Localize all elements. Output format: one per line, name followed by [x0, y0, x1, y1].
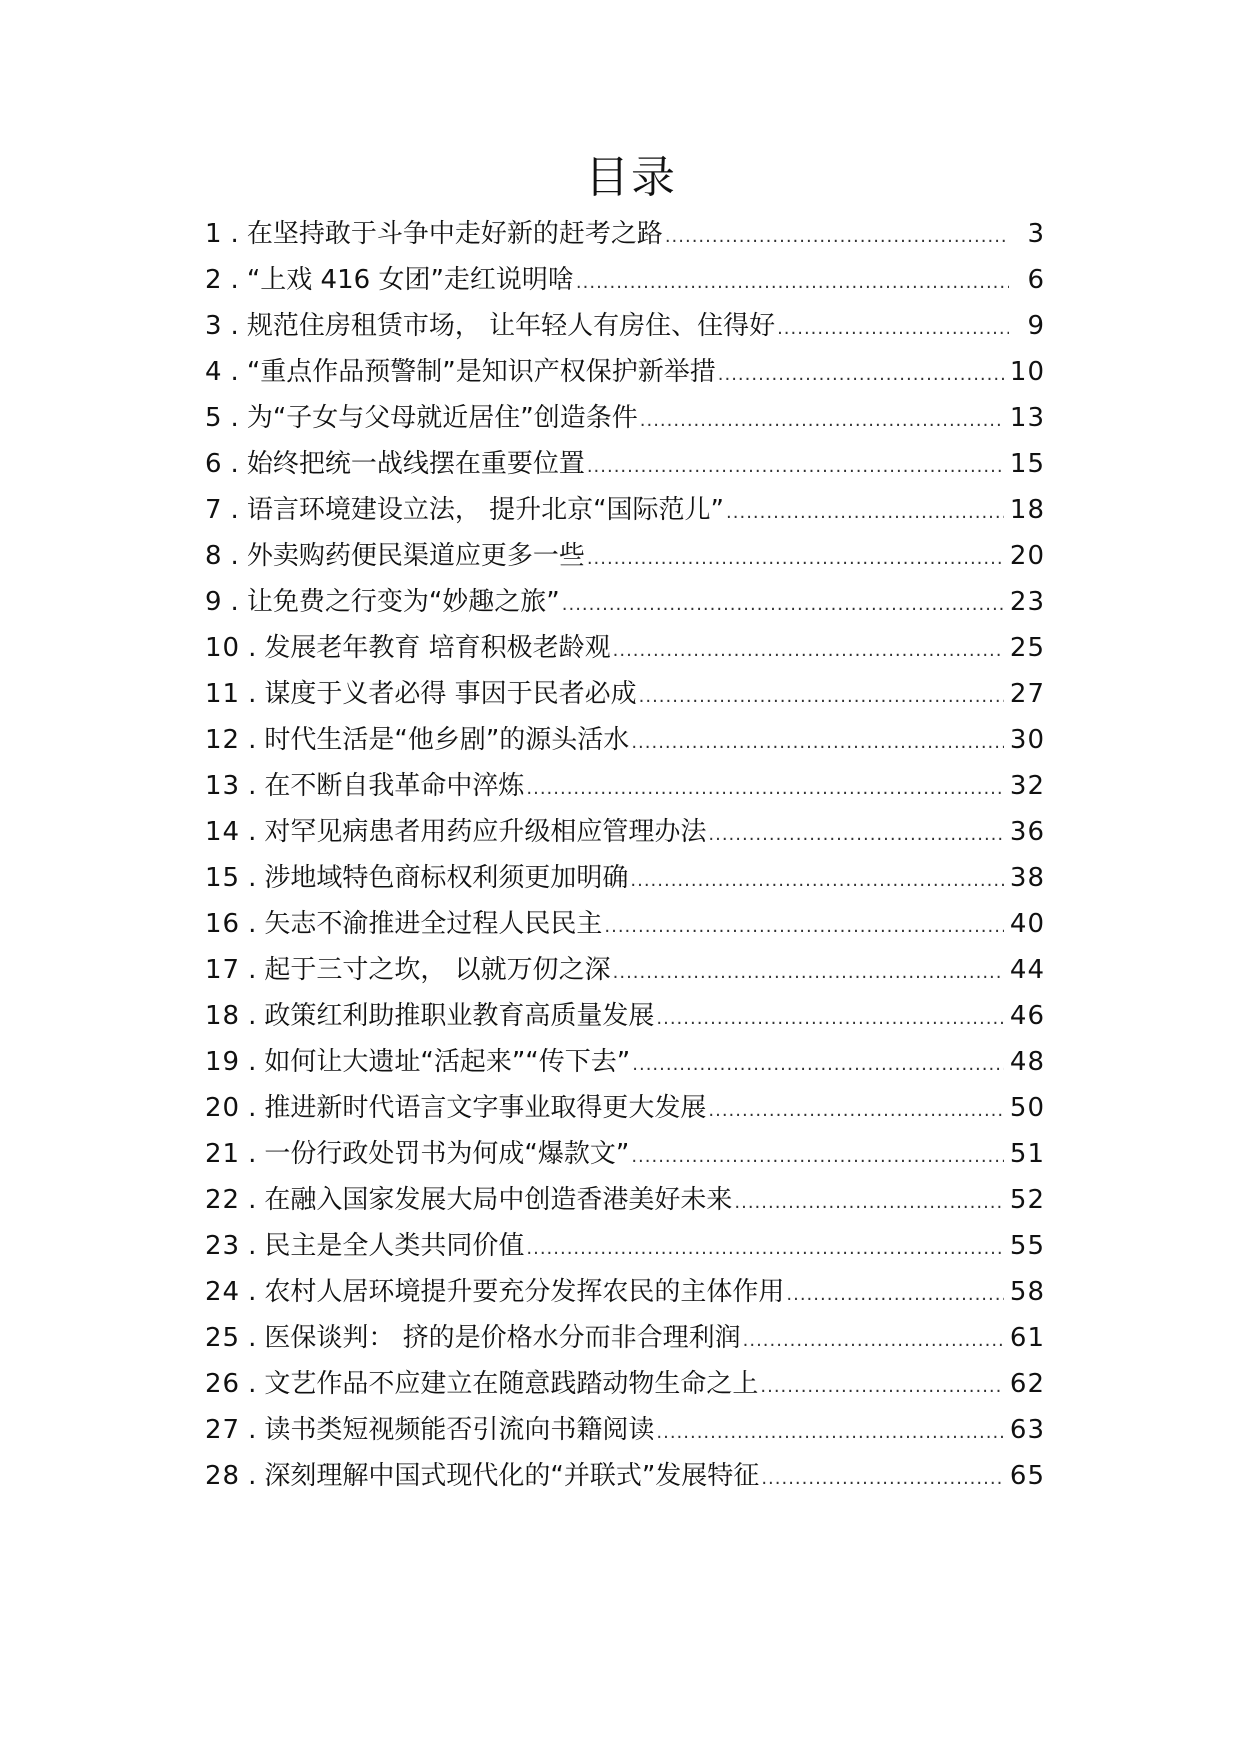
toc-entry-leader: [604, 904, 1004, 950]
toc-entry[interactable]: [205, 671, 1045, 717]
toc-entry-leader: [639, 674, 1004, 720]
toc-entry-separator: .: [230, 219, 239, 249]
toc-entry-leader: [665, 214, 1009, 260]
toc-entry-title: 矢志不渝推进全过程人民民主: [264, 909, 603, 939]
toc-entry-page: 44: [1009, 955, 1045, 985]
toc-entry-page: 9: [1027, 311, 1045, 341]
toc-entry-title: “重点作品预警制”是知识产权保护新举措: [246, 357, 716, 387]
toc-entry-title: 读书类短视频能否引流向书籍阅读: [264, 1415, 655, 1445]
toc-entry-page: 36: [1009, 817, 1045, 847]
toc-entry-leader: [760, 1364, 1004, 1410]
toc-entry-separator: .: [230, 403, 239, 433]
toc-entry-page: 61: [1009, 1323, 1045, 1353]
toc-entry-leader: [718, 352, 1004, 398]
toc-entry-separator: .: [248, 1415, 257, 1445]
toc-entry-number: 24: [205, 1277, 241, 1307]
toc-entry-number: 7: [205, 495, 223, 525]
toc-entry-title: 在坚持敢于斗争中走好新的赶考之路: [246, 219, 663, 249]
toc-entry[interactable]: [205, 1131, 1045, 1177]
toc-entry-page: 32: [1009, 771, 1045, 801]
toc-entry-number: 25: [205, 1323, 241, 1353]
toc-entry-page: 30: [1009, 725, 1045, 755]
toc-entry-leader: [708, 812, 1004, 858]
toc-entry-number: 15: [205, 863, 241, 893]
toc-entry-page: 48: [1009, 1047, 1045, 1077]
toc-entry-title: 规范住房租赁市场， 让年轻人有房住、住得好: [246, 311, 776, 341]
toc-entry-number: 26: [205, 1369, 241, 1399]
toc-entry-title: 谋度于义者必得 事因于民者必成: [264, 679, 637, 709]
toc-entry-separator: .: [230, 265, 239, 295]
toc-entry[interactable]: [205, 579, 1045, 625]
toc-entry-page: 18: [1009, 495, 1045, 525]
toc-entry-separator: .: [248, 633, 257, 663]
toc-entry[interactable]: [205, 855, 1045, 901]
toc-entry-page: 23: [1009, 587, 1045, 617]
toc-entry[interactable]: [205, 1177, 1045, 1223]
toc-entry-leader: [631, 720, 1004, 766]
toc-entry-number: 19: [205, 1047, 241, 1077]
toc-entry-separator: .: [230, 541, 239, 571]
toc-entry-separator: .: [230, 449, 239, 479]
toc-entry[interactable]: [205, 211, 1045, 257]
toc-entry[interactable]: [205, 1039, 1045, 1085]
toc-entry-number: 5: [205, 403, 223, 433]
toc-entry[interactable]: [205, 349, 1045, 395]
toc-entry[interactable]: [205, 257, 1045, 303]
toc-entry-page: 20: [1009, 541, 1045, 571]
toc-entry-title: 让免费之行变为“妙趣之旅”: [246, 587, 560, 617]
toc-entry-separator: .: [248, 1001, 257, 1031]
toc-entry-number: 4: [205, 357, 223, 387]
toc-entry[interactable]: [205, 993, 1045, 1039]
toc-entry-title: 推进新时代语言文字事业取得更大发展: [264, 1093, 707, 1123]
toc-entry-title: 语言环境建设立法， 提升北京“国际范儿”: [246, 495, 725, 525]
toc-entry[interactable]: [205, 395, 1045, 441]
toc-entry-separator: .: [230, 357, 239, 387]
toc-entry-page: 27: [1009, 679, 1045, 709]
toc-entry-leader: [656, 1410, 1004, 1456]
toc-entry-number: 1: [205, 219, 223, 249]
toc-entry-leader: [526, 1226, 1004, 1272]
toc-entry-title: 时代生活是“他乡剧”的源头活水: [264, 725, 630, 755]
toc-entry-number: 23: [205, 1231, 241, 1261]
toc-entry[interactable]: [205, 1223, 1045, 1269]
toc-entry-page: 13: [1009, 403, 1045, 433]
toc-entry-title: 如何让大遗址“活起来”“传下去”: [264, 1047, 631, 1077]
toc-entry[interactable]: [205, 763, 1045, 809]
toc-entry-page: 3: [1027, 219, 1045, 249]
toc-entry-title: 政策红利助推职业教育高质量发展: [264, 1001, 655, 1031]
toc-entry-page: 65: [1009, 1461, 1045, 1491]
toc-entry-number: 28: [205, 1461, 241, 1491]
toc-entry-page: 63: [1009, 1415, 1045, 1445]
toc-entry[interactable]: [205, 809, 1045, 855]
toc-entry-separator: .: [248, 1093, 257, 1123]
toc-entry-number: 22: [205, 1185, 241, 1215]
toc-entry-leader: [576, 260, 1009, 306]
toc-entry-number: 12: [205, 725, 241, 755]
toc-entry-title: 发展老年教育 培育积极老龄观: [264, 633, 611, 663]
toc-list: [205, 211, 1045, 1499]
toc-entry[interactable]: [205, 1085, 1045, 1131]
toc-entry-number: 14: [205, 817, 241, 847]
toc-entry-title: 始终把统一战线摆在重要位置: [246, 449, 585, 479]
toc-entry-number: 13: [205, 771, 241, 801]
toc-entry-number: 3: [205, 311, 223, 341]
toc-entry-separator: .: [248, 1139, 257, 1169]
toc-entry-page: 58: [1009, 1277, 1045, 1307]
toc-entry-leader: [777, 306, 1009, 352]
toc-entry-leader: [630, 858, 1004, 904]
toc-entry-leader: [587, 444, 1004, 490]
toc-entry-separator: .: [230, 495, 239, 525]
toc-entry-page: 40: [1009, 909, 1045, 939]
toc-entry-number: 2: [205, 265, 223, 295]
toc-entry-title: 起于三寸之坎， 以就万仞之深: [264, 955, 611, 985]
toc-entry-leader: [734, 1180, 1004, 1226]
toc-entry-title: 对罕见病患者用药应升级相应管理办法: [264, 817, 707, 847]
toc-entry-title: 深刻理解中国式现代化的“并联式”发展特征: [264, 1461, 760, 1491]
toc-entry-title: 为“子女与父母就近居住”创造条件: [246, 403, 638, 433]
toc-entry[interactable]: [205, 901, 1045, 947]
toc-entry-page: 6: [1027, 265, 1045, 295]
toc-entry-number: 10: [205, 633, 241, 663]
toc-entry-leader: [631, 1134, 1004, 1180]
toc-entry-number: 16: [205, 909, 241, 939]
toc-entry[interactable]: [205, 1315, 1045, 1361]
toc-entry-separator: .: [248, 1277, 257, 1307]
toc-entry-separator: .: [248, 771, 257, 801]
toc-entry[interactable]: [205, 1453, 1045, 1499]
toc-entry-separator: .: [248, 1185, 257, 1215]
toc-entry-title: 在不断自我革命中淬炼: [264, 771, 525, 801]
toc-entry-page: 55: [1009, 1231, 1045, 1261]
toc-entry-separator: .: [248, 817, 257, 847]
toc-entry-number: 17: [205, 955, 241, 985]
toc-entry[interactable]: [205, 1361, 1045, 1407]
toc-entry-number: 18: [205, 1001, 241, 1031]
toc-entry[interactable]: [205, 487, 1045, 533]
toc-entry-number: 20: [205, 1093, 241, 1123]
toc-entry-separator: .: [248, 679, 257, 709]
toc-entry-leader: [526, 766, 1004, 812]
toc-entry-title: 外卖购药便民渠道应更多一些: [246, 541, 585, 571]
toc-entry-title: 文艺作品不应建立在随意践踏动物生命之上: [264, 1369, 759, 1399]
toc-entry-separator: .: [248, 863, 257, 893]
toc-entry-page: 38: [1009, 863, 1045, 893]
toc-entry-leader: [656, 996, 1004, 1042]
toc-entry-title: 在融入国家发展大局中创造香港美好未来: [264, 1185, 733, 1215]
toc-entry-leader: [726, 490, 1004, 536]
toc-entry-leader: [786, 1272, 1004, 1318]
toc-entry-title: 医保谈判： 挤的是价格水分而非合理利润: [264, 1323, 741, 1353]
toc-entry-page: 62: [1009, 1369, 1045, 1399]
toc-entry-separator: .: [248, 955, 257, 985]
toc-entry[interactable]: [205, 625, 1045, 671]
toc-entry[interactable]: [205, 533, 1045, 579]
toc-entry-title: “上戏 416 女团”走红说明啥: [246, 265, 574, 295]
toc-entry-title: 民主是全人类共同价值: [264, 1231, 525, 1261]
toc-entry-separator: .: [230, 311, 239, 341]
toc-entry-separator: .: [248, 1461, 257, 1491]
toc-entry-page: 25: [1009, 633, 1045, 663]
toc-title: 目录: [585, 152, 677, 203]
toc-entry-separator: .: [248, 1047, 257, 1077]
toc-entry[interactable]: [205, 717, 1045, 763]
toc-entry[interactable]: [205, 947, 1045, 993]
toc-entry-separator: .: [248, 1369, 257, 1399]
toc-entry[interactable]: [205, 441, 1045, 487]
toc-entry-title: 一份行政处罚书为何成“爆款文”: [264, 1139, 630, 1169]
toc-entry-leader: [743, 1318, 1004, 1364]
toc-entry-number: 9: [205, 587, 223, 617]
toc-entry-leader: [613, 950, 1004, 996]
toc-entry-leader: [632, 1042, 1004, 1088]
toc-entry-number: 11: [205, 679, 241, 709]
toc-entry-separator: .: [248, 909, 257, 939]
toc-entry-separator: .: [248, 1323, 257, 1353]
toc-entry-title: 涉地域特色商标权利须更加明确: [264, 863, 629, 893]
toc-entry-leader: [587, 536, 1004, 582]
toc-entry-number: 6: [205, 449, 223, 479]
toc-entry-page: 10: [1009, 357, 1045, 387]
toc-entry[interactable]: [205, 1407, 1045, 1453]
toc-entry-leader: [613, 628, 1004, 674]
toc-entry-separator: .: [230, 587, 239, 617]
toc-entry-number: 8: [205, 541, 223, 571]
toc-entry-leader: [708, 1088, 1004, 1134]
toc-entry-leader: [761, 1456, 1004, 1502]
toc-entry-number: 21: [205, 1139, 241, 1169]
toc-entry-page: 50: [1009, 1093, 1045, 1123]
toc-entry-leader: [562, 582, 1004, 628]
toc-entry[interactable]: [205, 1269, 1045, 1315]
toc-entry-page: 46: [1009, 1001, 1045, 1031]
toc-entry-page: 52: [1009, 1185, 1045, 1215]
toc-entry-page: 51: [1009, 1139, 1045, 1169]
toc-entry-title: 农村人居环境提升要充分发挥农民的主体作用: [264, 1277, 785, 1307]
toc-entry-separator: .: [248, 725, 257, 755]
toc-entry[interactable]: [205, 303, 1045, 349]
toc-entry-number: 27: [205, 1415, 241, 1445]
toc-entry-page: 15: [1009, 449, 1045, 479]
toc-entry-leader: [640, 398, 1004, 444]
toc-entry-separator: .: [248, 1231, 257, 1261]
